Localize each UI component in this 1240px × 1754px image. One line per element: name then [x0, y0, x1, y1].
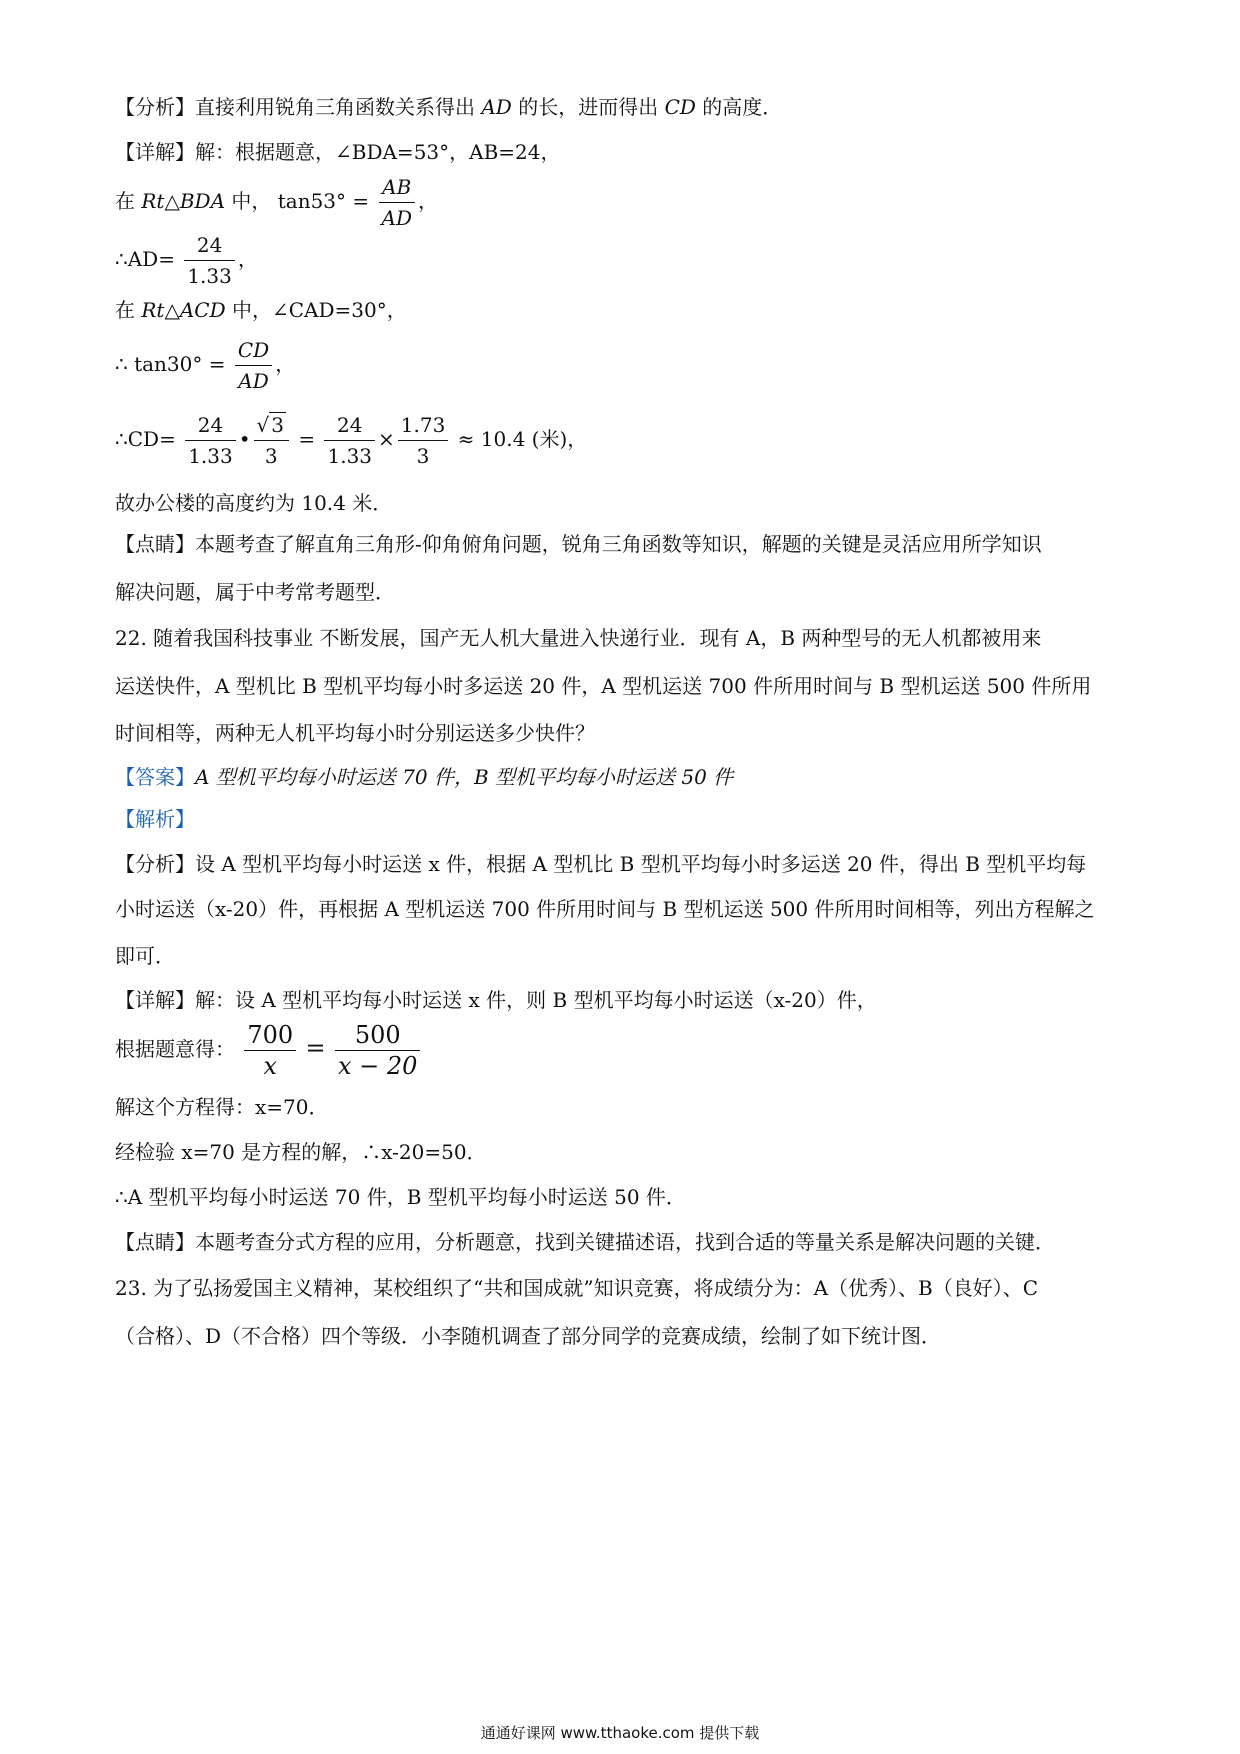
q22-detail-line: [115, 986, 877, 1014]
fraction-denominator: AD: [238, 369, 269, 393]
q21-acd-line: [115, 296, 407, 324]
q21-review-line-1: [115, 530, 1042, 558]
analysis-text: 直接利用锐角三角函数关系得出: [195, 95, 475, 119]
fraction-denominator: x: [263, 1052, 278, 1080]
text: 在: [115, 298, 135, 322]
fraction-24-1.33: [324, 410, 375, 471]
text: 在: [115, 189, 135, 213]
fraction-denominator: 3: [416, 444, 430, 468]
q22-parse-tag: 【解析】: [115, 807, 195, 831]
triangle-label: Rt△ACD: [141, 298, 226, 322]
q21-tan53-line: [115, 172, 438, 233]
analysis-text: 的高度．: [702, 95, 783, 119]
q21-tan30-line: [115, 335, 295, 396]
fraction-500-x-20: [335, 1020, 420, 1081]
q22-stem-line-3: 时间相等，两种无人机平均每小时分别运送多少快件？: [115, 721, 595, 745]
sqrt-expression: [257, 410, 286, 440]
fraction-numerator: 1.73: [398, 410, 449, 441]
text: ≈ 10.4 (米)，: [457, 427, 588, 451]
review-text: 本题考查分式方程的应用，分析题意，找到关键描述语，找到合适的等量关系是解决问题的关键．: [195, 1230, 1055, 1254]
equals-sign: =: [305, 1034, 326, 1062]
fraction-24-1.33: [184, 230, 235, 291]
fraction-denominator: 1.33: [187, 264, 232, 288]
fraction-24-1.33: [185, 410, 236, 471]
q22-stem-line-2: 运送快件，A 型机比 B 型机平均每小时多运送 20 件，A 型机运送 700 件所用时间与 B 型机运送 500 件所用: [115, 674, 1092, 698]
q21-analysis-line: [115, 93, 782, 121]
q23-stem-line-2: （合格）、D（不合格）四个等级．小李随机调查了部分同学的竞赛成绩，绘制了如下统计图．: [115, 1324, 942, 1348]
answer-tag: 【答案】: [115, 765, 195, 789]
fraction-numerator: [254, 410, 289, 441]
fraction-1.73-3: [398, 410, 449, 471]
fraction-numerator: 24: [324, 410, 375, 441]
fraction-denominator: 1.33: [327, 444, 373, 468]
fraction-700-x: [244, 1020, 296, 1081]
text: 根据题意得：: [115, 1037, 235, 1061]
fraction-numerator: 500: [335, 1020, 420, 1051]
analysis-tag: 【分析】: [115, 852, 195, 876]
text: ，: [275, 352, 296, 376]
q21-detail-line: [115, 138, 561, 166]
q22-answer-line: [115, 763, 733, 791]
q22-analysis-line-3: 即可．: [115, 944, 175, 968]
multiply-dot: •: [238, 427, 251, 451]
review-text: 本题考查了解直角三角形-仰角俯角问题，锐角三角函数等知识，解题的关键是灵活应用所学知识: [195, 532, 1042, 556]
analysis-text: 的长，进而得出: [518, 95, 659, 119]
q21-ad-line: [115, 230, 258, 291]
detail-text: 解：设 A 型机平均每小时运送 x 件，则 B 型机平均每小时运送（x-20）件，: [195, 988, 877, 1012]
text: ∴CD=: [115, 427, 176, 451]
fraction-numerator: CD: [235, 335, 272, 366]
fraction-ab-ad: [379, 172, 415, 233]
analysis-text: 设 A 型机平均每小时运送 x 件，根据 A 型机比 B 型机平均每小时多运送 20 件，得出 B 型机平均每: [195, 852, 1087, 876]
equals-sign: =: [298, 427, 316, 451]
text: 中，∠CAD=30°，: [231, 298, 407, 322]
fraction-denominator: 1.33: [188, 444, 233, 468]
fraction-denominator: x − 20: [338, 1052, 418, 1080]
var-cd: CD: [664, 95, 696, 119]
radicand: 3: [271, 413, 284, 437]
q21-cd-line: [115, 410, 587, 471]
q22-stem-line-1: 22. 随着我国科技事业 不断发展，国产无人机大量进入快递行业．现有 A，B 两种型号的无人机都被用来: [115, 626, 1042, 650]
detail-tag: 【详解】: [115, 140, 195, 164]
fraction-denominator: 3: [264, 444, 278, 468]
q21-conclusion: 故办公楼的高度约为 10.4 米．: [115, 491, 393, 515]
q21-review-line-2: 解决问题，属于中考常考题型．: [115, 580, 395, 604]
fraction-numerator: AB: [379, 172, 415, 203]
triangle-label: Rt△BDA: [141, 189, 226, 213]
times-sign: ×: [378, 427, 395, 451]
q22-check-line: 经检验 x=70 是方程的解，∴x-20=50．: [115, 1140, 487, 1164]
detail-text: 解：根据题意，∠BDA=53°，AB=24，: [195, 140, 561, 164]
sqrt-symbol: √: [256, 413, 270, 437]
q22-analysis-line-1: [115, 850, 1086, 878]
text: ∴AD=: [115, 247, 175, 271]
q22-solve-line: 解这个方程得：x=70．: [115, 1095, 329, 1119]
detail-tag: 【详解】: [115, 988, 195, 1012]
fraction-numerator: 700: [244, 1020, 296, 1051]
q22-result-line: ∴A 型机平均每小时运送 70 件，B 型机平均每小时运送 50 件．: [115, 1185, 686, 1209]
review-tag: 【点睛】: [115, 532, 195, 556]
q23-stem-line-1: 23. 为了弘扬爱国主义精神，某校组织了“共和国成就”知识竞赛，将成绩分为：A（优秀）、B（良好）、C: [115, 1276, 1039, 1300]
var-ad: AD: [481, 95, 512, 119]
fraction-numerator: 24: [184, 230, 235, 261]
q22-review-line: [115, 1228, 1055, 1256]
page-footer: 通通好课网 www.tthaoke.com 提供下载: [480, 1724, 760, 1742]
fraction-sqrt3-3: [254, 410, 289, 471]
text: 中， tan53° =: [231, 189, 370, 213]
text: ，: [237, 247, 258, 271]
review-tag: 【点睛】: [115, 1230, 195, 1254]
fraction-numerator: 24: [185, 410, 236, 441]
fraction-denominator: AD: [381, 206, 412, 230]
analysis-tag: 【分析】: [115, 95, 195, 119]
q22-equation-line: [115, 1020, 423, 1081]
q22-analysis-line-2: 小时运送（x-20）件，再根据 A 型机运送 700 件所用时间与 B 型机运送 500 件所用时间相等，列出方程解之: [115, 897, 1095, 921]
text: ∴ tan30° =: [115, 352, 226, 376]
answer-text: A 型机平均每小时运送 70 件，B 型机平均每小时运送 50 件: [195, 765, 734, 789]
text: ，: [417, 189, 438, 213]
fraction-cd-ad: [235, 335, 272, 396]
